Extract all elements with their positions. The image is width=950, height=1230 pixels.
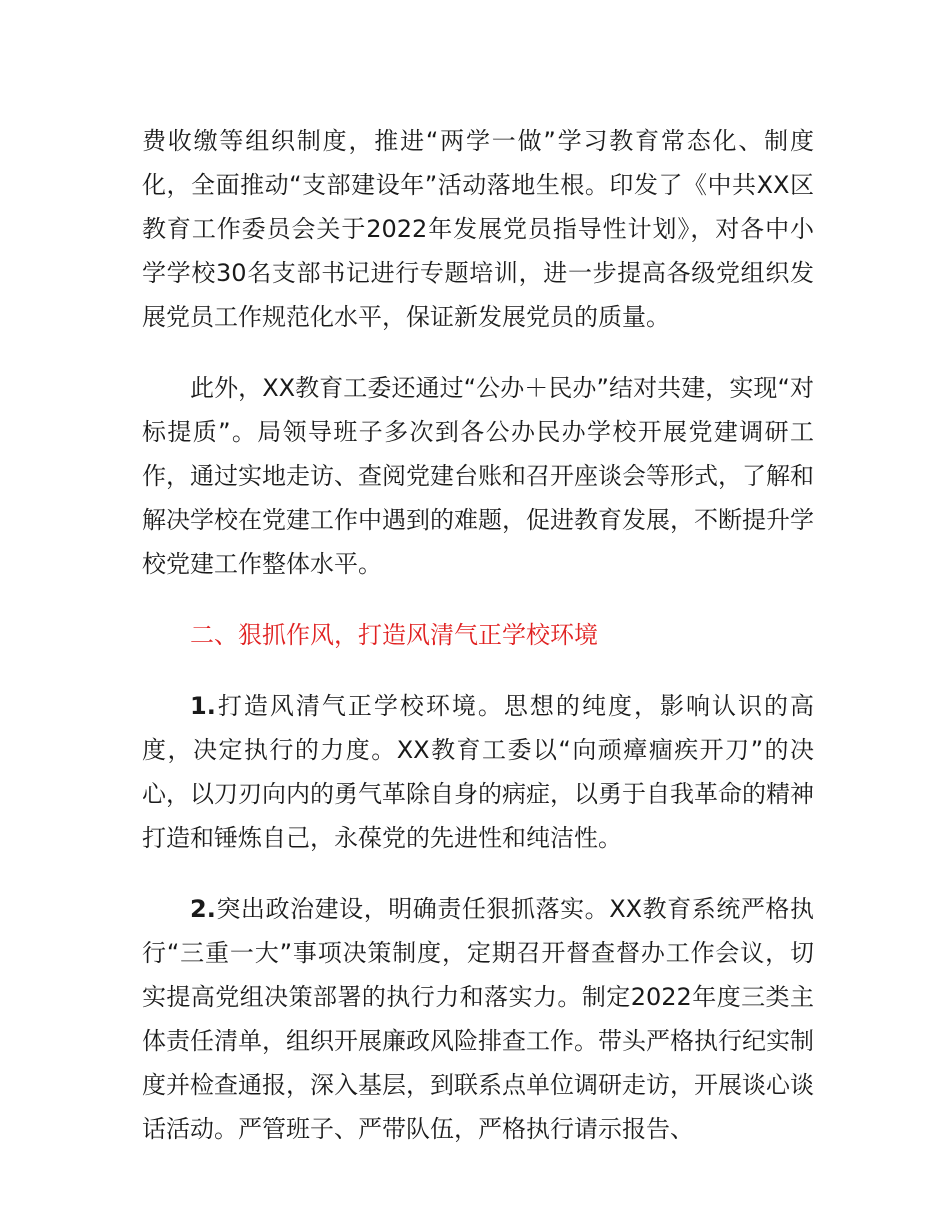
list-item-1-text: 打造风清气正学校环境。思想的纯度，影响认识的高度，决定执行的力度。XX教育工委以“向顽瘴痼疾开刀”的决心，以刀刃向内的勇气革除自身的病症，以勇于自我革命的精神打造和锤炼自己，永葆党的先进性和纯洁性。	[142, 692, 814, 852]
list-item-2	[142, 887, 814, 1151]
list-item-2-text: 突出政治建设，明确责任狠抓落实。XX教育系统严格执行“三重一大”事项决策制度，定期召开督查督办工作会议，切实提高党组决策部署的执行力和落实力。制定2022年度三类主体责任清单，组织开展廉政风险排查工作。带头严格执行纪实制度并检查通报，深入基层，到联系点单位调研走访，开展谈心谈话活动。严管班子、严带队伍，严格执行请示报告、	[142, 895, 814, 1143]
paragraph-public-private-pairing: 此外，XX教育工委还通过“公办＋民办”结对共建，实现“对标提质”。局领导班子多次到各公办民办学校开展党建调研工作，通过实地走访、查阅党建台账和召开座谈会等形式，了解和解决学校在党建工作中遇到的难题，促进教育发展，不断提升学校党建工作整体水平。	[142, 374, 814, 578]
list-item-1-number: 1.	[190, 692, 216, 720]
paragraph-org-system: 费收缴等组织制度，推进“两学一做”学习教育常态化、制度化，全面推动“支部建设年”活动落地生根。印发了《中共XX区教育工作委员会关于2022年发展党员指导性计划》，对各中小学学校30名支部书记进行专题培训，进一步提高各级党组织发展党员工作规范化水平，保证新发展党员的质量。	[142, 127, 814, 331]
list-item-2-number: 2.	[190, 895, 216, 923]
document-page	[142, 119, 814, 1151]
list-item-1	[142, 684, 814, 860]
section-heading-two: 二、狠抓作风，打造风清气正学校环境	[190, 621, 598, 649]
